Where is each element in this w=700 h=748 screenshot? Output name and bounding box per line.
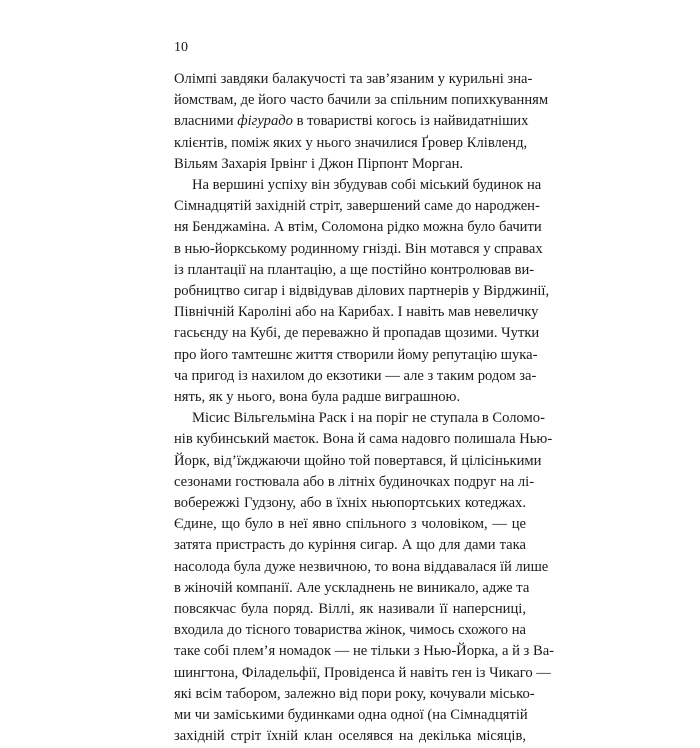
text-line: таке собі плем’я номадок — не тільки з Нью-Йорка, а й з Ва- xyxy=(174,643,555,660)
text-line: повсякчас була поряд. Віллі, як називали її наперсниці, xyxy=(174,601,526,618)
text-line: Сімнадцятій західній стріт, завершений саме до народжен- xyxy=(174,198,540,215)
text-line: які всім табором, залежно від пори року, кочували місько- xyxy=(174,685,535,702)
text-line: ча пригод із нахилом до екзотики — але з таким родом за- xyxy=(174,367,537,384)
text-fragment: в товаристві когось із найвидатніших xyxy=(292,113,529,130)
text-line: нять, як у нього, вона була радше виграшною. xyxy=(174,389,461,406)
text-line: в нью-йоркському родинному гнізді. Він мотався у справах xyxy=(174,240,543,257)
text-line: шингтона, Філадельфії, Провіденса й навіть ген із Чикаго — xyxy=(174,664,551,681)
text-line: ми чи заміськими будинками одна одної (на Сімнадцятій xyxy=(174,707,528,724)
text-line: про його тамтешнє життя створили йому репутацію шука- xyxy=(174,346,538,363)
text-line: Місис Вільгельміна Раск і на поріг не ступала в Соломо- xyxy=(192,410,545,427)
text-line: гасьєнду на Кубі, де переважно й пропадав щозими. Чутки xyxy=(174,325,540,342)
text-line: На вершині успіху він збудував собі міський будинок на xyxy=(192,177,542,194)
text-line: клієнтів, поміж яких у нього значилися Ґровер Клівленд, xyxy=(174,134,528,151)
text-line: насолода була дуже незвичною, то вона віддавалася їй лише xyxy=(174,558,549,575)
text-line: в жіночій компанії. Але ускладнень не виникало, адже та xyxy=(174,579,530,596)
text-line: Єдине, що було в неї явно спільного з чоловіком, — це xyxy=(174,516,526,533)
italic-word: фігурадо xyxy=(237,113,293,130)
text-line: йомствам, де його часто бачили за спільним попихкуванням xyxy=(174,92,549,109)
text-line: затята пристрасть до куріння сигар. А що для дами така xyxy=(174,537,526,554)
text-line: нів кубинський маєток. Вона й сама надовго полишала Нью- xyxy=(174,431,553,448)
text-line: Північній Кароліні або на Карибах. І навіть мав невеличку xyxy=(174,304,539,321)
text-line: ня Бенджаміна. А втім, Соломона рідко можна було бачити xyxy=(174,219,542,236)
page-number: 10 xyxy=(174,40,188,55)
text-line: західній стріт їхній клан оселявся на декілька місяців, xyxy=(174,728,526,745)
body-text xyxy=(174,69,555,748)
text-line: сезонами гостювала або в літніх будиночках подруг на лі- xyxy=(174,473,535,490)
text-line: Вільям Захарія Ірвінг і Джон Пірпонт Морган. xyxy=(174,155,464,172)
text-line: Йорк, від’їжджаючи щойно той повертався, й цілісінькими xyxy=(174,452,542,469)
text-fragment: власними xyxy=(174,113,238,130)
text-line xyxy=(174,111,529,132)
text-line: Олімпі завдяки балакучості та зав’язаним у курильні зна- xyxy=(174,71,533,87)
text-line: вобережжі Гудзону, або в їхніх ньюпортських котеджах. xyxy=(174,495,526,512)
text-line: із плантації на плантацію, а ще постійно контролював ви- xyxy=(174,261,535,278)
text-line: входила до тісного товариства жінок, чимось схожого на xyxy=(174,622,526,639)
text-line: робництво сигар і відвідував ділових партнерів у Вірджинії, xyxy=(174,283,550,300)
